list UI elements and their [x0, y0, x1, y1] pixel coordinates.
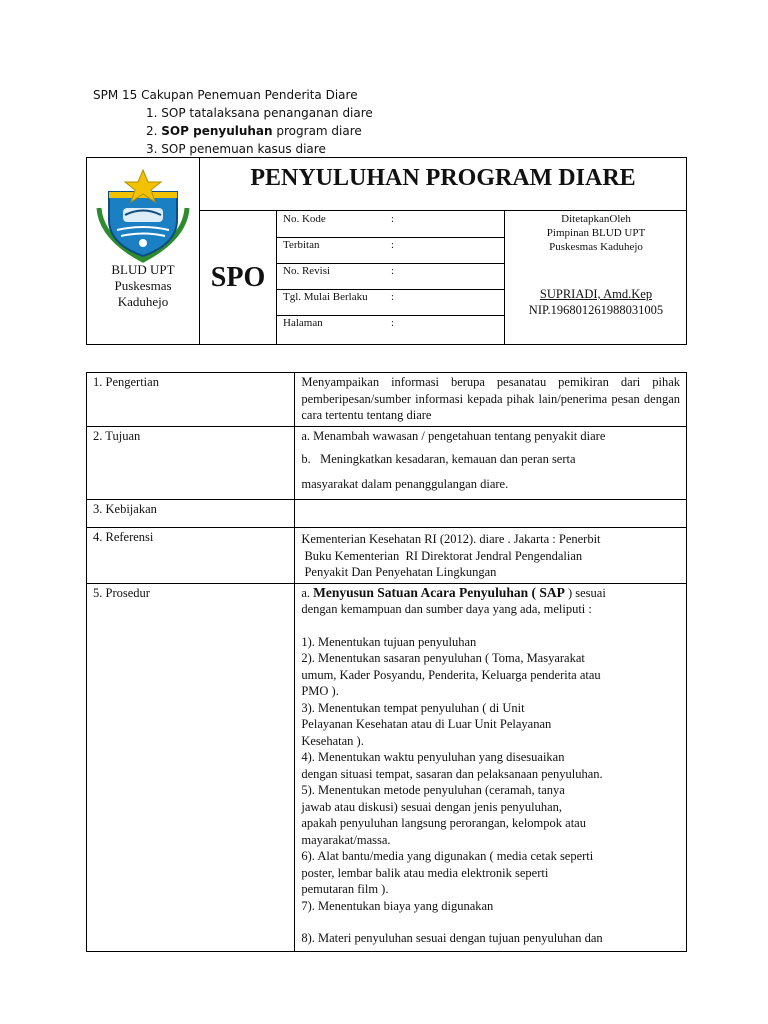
row-label: 1. Pengertian: [87, 373, 295, 427]
prosedur-step: pemutaran film ).: [301, 882, 389, 896]
field-label: No. Revisi: [283, 265, 331, 277]
table-row: [87, 373, 687, 427]
field-label: Tgl. Mulai Berlaku: [283, 291, 368, 303]
approval-block: [504, 211, 687, 344]
table-row: [87, 583, 687, 951]
prosedur-step: 6). Alat bantu/media yang digunakan ( media cetak seperti: [301, 849, 594, 863]
row-label: 5. Prosedur: [87, 583, 295, 951]
item-number: 2.: [146, 124, 158, 138]
item-text: program diare: [272, 124, 362, 138]
prosedur-step: 1). Menentukan tujuan penyuluhan: [301, 634, 477, 649]
prosedur-step: PMO ).: [301, 684, 339, 698]
tujuan-b: b. Meningkatkan kesadaran, kemauan dan peran serta: [301, 452, 576, 466]
field-row: [277, 237, 504, 264]
item-number: 3.: [146, 142, 158, 156]
prosedur-step: 2). Menentukan sasaran penyuluhan ( Toma, Masyarakat: [301, 651, 585, 665]
prosedur-step: dengan situasi tempat, sasaran dan pelaksanaan penyuluhan.: [301, 766, 603, 781]
field-row: [277, 315, 504, 341]
field-colon: :: [391, 265, 395, 277]
prosedur-step: Kesehatan ).: [301, 733, 364, 748]
document-fields: [277, 211, 504, 344]
prosedur-step: 8). Materi penyuluhan sesuai dengan tujuan penyuluhan dan: [301, 931, 603, 945]
approval-line: Pimpinan BLUD UPT: [546, 227, 646, 239]
prosedur-content: [295, 583, 687, 951]
prosedur-step: poster, lembar balik atau media elektronik seperti: [301, 865, 549, 880]
document-title: PENYULUHAN PROGRAM DIARE: [200, 158, 686, 211]
sop-header: [86, 157, 687, 345]
table-row: [87, 426, 687, 500]
field-label: No. Kode: [283, 213, 326, 225]
tujuan-b-cont: masyarakat dalam penanggulangan diare.: [301, 476, 509, 491]
intro-item-3: [140, 140, 373, 158]
prosedur-step: jawab atau diskusi) sesuai dengan jenis penyuluhan,: [301, 799, 563, 814]
prosedur-step: Pelayanan Kesehatan atau di Luar Unit Pelayanan: [301, 717, 552, 731]
field-colon: :: [391, 291, 395, 303]
org-line: Kaduhejo: [117, 294, 169, 309]
approval-line: DitetapkanOleh: [561, 213, 631, 225]
org-line: Puskesmas: [114, 278, 172, 293]
field-colon: :: [391, 213, 395, 225]
prosedur-a: a. Menyusun Satuan Acara Penyuluhan ( SAP ) sesuai: [301, 584, 606, 600]
referensi-line: Buku Kementerian RI Direktorat Jendral Pengendalian: [301, 548, 583, 563]
prosedur-step: mayarakat/massa.: [301, 832, 391, 847]
field-label: Terbitan: [283, 239, 320, 251]
spo-label: SPO: [200, 211, 277, 344]
tujuan-content: [295, 426, 687, 500]
field-label: Halaman: [283, 317, 323, 329]
field-row: [277, 211, 504, 238]
intro-block: [93, 86, 373, 158]
intro-item-1: [140, 104, 373, 122]
pengertian-text: Menyampaikan informasi berupa pesanatau pemikiran dari pihak pemberipesan/sumber informasi kepada pihak lain/penerima pesan dengan cara tertentu tentang diare: [295, 373, 687, 427]
prosedur-step: apakah penyuluhan langsung perorangan, kelompok atau: [301, 816, 586, 830]
table-row: [87, 528, 687, 584]
field-row: [277, 263, 504, 290]
item-bold-text: SOP penyuluhan: [161, 124, 273, 138]
prosedur-step: 4). Menentukan waktu penyuluhan yang disesuaikan: [301, 750, 565, 764]
row-label: 3. Kebijakan: [87, 500, 295, 528]
table-row: [87, 500, 687, 528]
field-colon: :: [391, 317, 395, 329]
prosedur-step: 3). Menentukan tempat penyuluhan ( di Unit: [301, 700, 525, 715]
kebijakan-text: [295, 500, 687, 528]
referensi-line: Penyakit Dan Penyehatan Lingkungan: [301, 565, 497, 579]
item-number: 1.: [146, 106, 158, 120]
sop-content-table: [86, 372, 687, 952]
referensi-line: Kementerian Kesehatan RI (2012). diare . Jakarta : Penerbit: [301, 532, 601, 546]
referensi-content: [295, 528, 687, 584]
sap-heading: Menyusun Satuan Acara Penyuluhan ( SAP: [313, 584, 565, 600]
tujuan-a: a. Menambah wawasan / pengetahuan tentang penyakit diare: [301, 428, 606, 443]
puskesmas-logo-icon: [95, 168, 191, 264]
prosedur-step: 7). Menentukan biaya yang digunakan: [301, 898, 494, 913]
prosedur-a-cont: dengan kemampuan dan sumber daya yang ada, meliputi :: [301, 602, 592, 616]
approver-name: SUPRIADI, Amd.Kep: [539, 287, 653, 301]
field-colon: :: [391, 239, 395, 251]
prosedur-step: 5). Menentukan metode penyuluhan (ceramah, tanya: [301, 783, 565, 797]
approval-line: Puskesmas Kaduhejo: [549, 241, 643, 253]
row-label: 4. Referensi: [87, 528, 295, 584]
field-row: [277, 289, 504, 316]
logo-column: [87, 158, 200, 344]
intro-heading: SPM 15 Cakupan Penemuan Penderita Diare: [93, 88, 358, 102]
org-line: BLUD UPT: [111, 262, 175, 277]
prosedur-step: umum, Kader Posyandu, Penderita, Keluarga penderita atau: [301, 667, 601, 682]
item-text: SOP tatalaksana penanganan diare: [161, 106, 373, 120]
org-name: [87, 262, 199, 310]
approver-nip: NIP.196801261988031005: [528, 303, 664, 317]
row-label: 2. Tujuan: [87, 426, 295, 500]
item-text: SOP penemuan kasus diare: [161, 142, 326, 156]
intro-item-2: [140, 122, 373, 140]
